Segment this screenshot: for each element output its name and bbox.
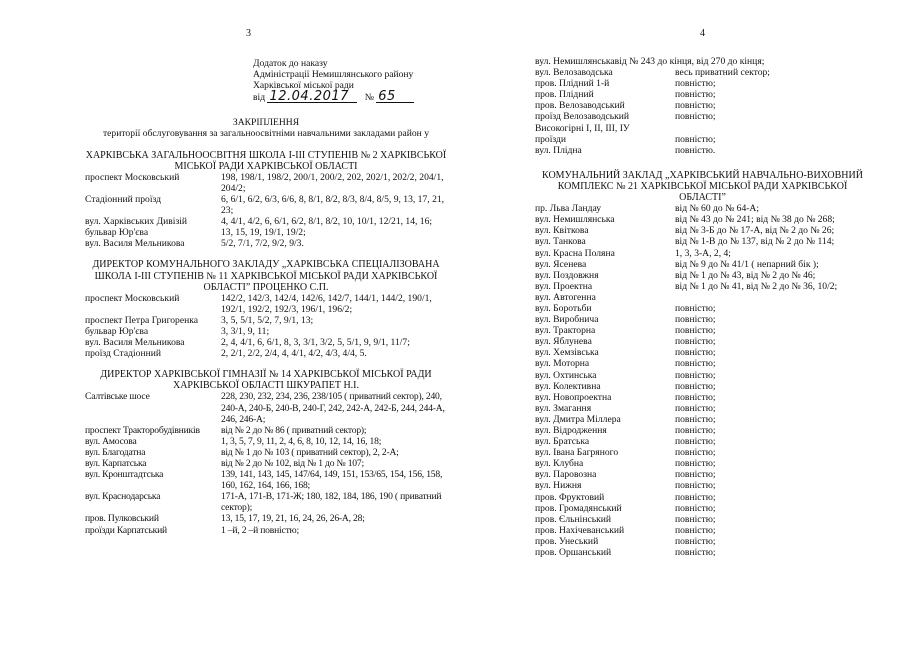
house-numbers: повністю; [675, 100, 716, 112]
house-numbers: повністю; [675, 336, 716, 348]
street-name: вул. Автогенна [535, 291, 596, 303]
street-name: пров. Велозаводський [535, 100, 625, 112]
school-heading-11: ДИРЕКТОР КОМУНАЛЬНОГО ЗАКЛАДУ „ХАРКІВСЬКА СПЕЦІАЛІЗОВАНА ШКОЛА І-ІІІ СТУПЕНІВ № 11 ХАРКІВСЬКОЇ МІСЬКОЇ РАДИ ХАРКІВСЬКОЇ ОБЛАСТІ” ПРОЦЕНКО С.П. [92, 259, 440, 293]
house-numbers [675, 292, 870, 303]
table-row [85, 436, 447, 447]
house-numbers: повністю; [675, 302, 716, 314]
table-row [535, 270, 870, 281]
street-name: вул. Амосова [85, 435, 137, 447]
house-numbers: повністю; [675, 111, 716, 123]
street-name: вул. Красна Поляна [535, 247, 615, 259]
street-name: вул. Танкова [535, 236, 586, 248]
house-numbers: повністю; [675, 458, 716, 470]
table-row [85, 425, 447, 436]
table-row [535, 281, 870, 292]
table-row [535, 259, 870, 270]
house-numbers: 228, 230, 232, 234, 236, 238/105 ( приватний сектор), 240, 240-А, 240-Б, 240-В, 240-Г, 242, 242-А, 242-Б, 244, 244-А, 246, 246-А; [221, 391, 445, 425]
street-name: проспект Петра Григоренка [85, 314, 199, 326]
house-numbers: 171-А, 171-В, 171-Ж; 180, 182, 184, 186, 190 ( приватний сектор); [221, 491, 442, 514]
school-heading-21: КОМУНАЛЬНИЙ ЗАКЛАД „ХАРКІВСЬКИЙ НАВЧАЛЬНО-ВИХОВНИЙ КОМПЛЕКС № 21 ХАРКІВСЬКОЇ МІСЬКОЇ РАДИ ХАРКІВСЬКОЇ ОБЛАСТІ” [542, 169, 863, 204]
table-row [535, 56, 870, 67]
table-row [535, 123, 870, 134]
house-numbers: від № 1 до № 43, від № 2 до № 46; [675, 269, 816, 281]
table-row [535, 111, 870, 122]
table-row [535, 292, 870, 303]
house-numbers: 2, 4, 4/1, 6, 6/1, 8, 3, 3/1, 3/2, 5, 5/1, 9, 9/1, 11/7; [221, 337, 410, 349]
page-number-left: 3 [246, 28, 251, 39]
street-name: вул. Моторна [535, 358, 590, 370]
table-row [85, 391, 447, 424]
house-numbers: від № 1-В до № 137, від № 2 до № 114; [675, 236, 835, 248]
school-21-rows [535, 203, 870, 558]
table-row [535, 358, 870, 369]
table-row [535, 480, 870, 491]
street-name: бульвар Юр'єва [85, 227, 149, 239]
table-row [535, 381, 870, 392]
street-name: вул. Краснодарська [85, 491, 161, 503]
house-numbers: повністю; [675, 425, 716, 436]
street-name: Стадіонний проїзд [85, 193, 162, 205]
street-name: вул. Яблунева [535, 336, 592, 348]
table-row [85, 172, 447, 194]
street-name: проспект Тракторобудівників [85, 424, 200, 436]
table-row [535, 236, 870, 247]
house-numbers: 5/2, 7/1, 7/2, 9/2, 9/3. [221, 238, 304, 250]
table-row [85, 491, 447, 513]
house-numbers: повністю; [675, 325, 716, 337]
table-row [85, 348, 447, 359]
house-numbers: повністю; [675, 89, 716, 101]
school-11-rows [85, 293, 447, 360]
street-name: вул. Колективна [535, 380, 601, 392]
house-numbers: повністю; [675, 78, 716, 90]
appendix-block [253, 58, 453, 103]
table-row [85, 525, 447, 536]
table-row [535, 134, 870, 145]
house-numbers: повністю; [675, 314, 716, 326]
street-name: вул. Немишлянська [535, 214, 615, 226]
house-numbers: повністю; [675, 535, 716, 547]
table-row [85, 469, 447, 491]
table-row [535, 536, 870, 547]
table-row [535, 525, 870, 536]
table-row [85, 227, 447, 238]
street-name: вул. Василя Мельникова [85, 337, 185, 349]
street-name: вул. Тракторна [535, 325, 596, 337]
school-2-rows [85, 172, 447, 250]
house-numbers: 6, 6/1, 6/2, 6/3, 6/6, 8, 8/1, 8/2, 8/3, 8/4, 8/5, 9, 13, 17, 21, 23; [221, 193, 445, 217]
street-name: вул. Кронштадтська [85, 469, 164, 481]
house-numbers: повністю; [675, 347, 716, 359]
house-numbers: 13, 15, 17, 19, 21, 16, 24, 26, 26-А, 28; [221, 513, 365, 525]
street-name: проспект Московський [85, 171, 180, 183]
house-numbers: повністю; [675, 480, 716, 492]
table-row [535, 347, 870, 358]
street-name: вул. Охтинська [535, 369, 597, 381]
table-row [85, 513, 447, 524]
table-row [85, 458, 447, 469]
table-row [535, 325, 870, 336]
table-row [535, 203, 870, 214]
street-name: вул. Проектна [535, 280, 593, 292]
date-prefix: від [253, 92, 266, 104]
house-numbers: повністю; [675, 491, 716, 503]
table-row [535, 447, 870, 458]
table-row [535, 145, 870, 156]
house-numbers: повністю; [675, 447, 716, 459]
page-number-right: 4 [700, 28, 705, 39]
street-name: вул. Василя Мельникова [85, 238, 185, 250]
handwritten-date: 12.04.2017 [267, 91, 357, 103]
street-name: пров. Плідний 1-й [535, 78, 610, 90]
street-name: вул. Відродження [535, 425, 607, 436]
street-name: вул. Івана Багряного [535, 447, 619, 459]
house-numbers: 1, 3, 5, 7, 9, 11, 2, 4, 6, 8, 10, 12, 14, 16, 18; [221, 435, 382, 447]
appendix-date-line [253, 91, 453, 103]
table-row [535, 392, 870, 403]
street-name: вул. Квіткова [535, 225, 589, 237]
street-name: вул. Боротьби [535, 302, 592, 314]
house-numbers: 139, 141, 143, 145, 147/64, 149, 151, 153/65, 154, 156, 158, 160, 162, 164, 166, 168; [221, 469, 443, 492]
table-row [535, 436, 870, 447]
street-name: вул. Поздовжня [535, 269, 599, 281]
table-row [535, 547, 870, 558]
street-name: Високогірні І, ІІ, ІІІ, IУ [535, 122, 630, 134]
number-prefix: № [364, 92, 374, 104]
table-row [535, 78, 870, 89]
house-numbers: 3, 3/1, 9, 11; [221, 325, 270, 337]
street-name: вул. Карпатська [85, 458, 147, 469]
table-row [535, 425, 870, 436]
house-numbers: 142/2, 142/3, 142/4, 142/6, 142/7, 144/1, 144/2, 190/1, 192/1, 192/2, 192/3, 196/1, 196/2; [221, 292, 432, 315]
appendix-line-1: Додаток до наказу [253, 58, 328, 69]
house-numbers: повністю; [675, 524, 716, 536]
table-row [85, 326, 447, 337]
appendix-line-3: Харківської міської ради [253, 80, 354, 92]
continuation-rows [535, 56, 870, 156]
table-row [535, 225, 870, 236]
table-row [85, 293, 447, 315]
document-subtitle: території обслуговування за загальноосвітніми навчальними закладами район у [102, 128, 430, 140]
street-name: вул. Харківських Дивізій [85, 216, 188, 228]
street-name: проїзд Велозаводський [535, 111, 630, 123]
house-numbers: повністю; [675, 133, 716, 145]
table-row [535, 492, 870, 503]
street-name: пров. Нахічеванський [535, 524, 625, 536]
street-name: вул. Виробнича [535, 314, 599, 326]
house-numbers: від № 60 до № 64-А; [675, 203, 760, 215]
house-numbers: від № 2 до № 102, від № 1 до № 107; [221, 458, 364, 469]
table-row [535, 89, 870, 100]
street-name: вул. Змагання [535, 402, 592, 414]
street-name: проспект Московський [85, 292, 180, 304]
handwritten-number: 65 [376, 91, 414, 103]
table-row [535, 469, 870, 480]
school-heading-14: ДИРЕКТОР ХАРКІВСЬКОЇ ГІМНАЗІЇ № 14 ХАРКІВСЬКОЇ МІСЬКОЇ РАДИ ХАРКІВСЬКОЇ ОБЛАСТІ ШКУРАПЕТ Н.І. [100, 369, 432, 392]
left-page [85, 58, 447, 536]
street-name: пр. Льва Ландау [535, 203, 602, 215]
street-name: вул. Ясенева [535, 258, 587, 270]
house-numbers: повністю; [675, 413, 716, 425]
table-row [85, 337, 447, 348]
school-14-rows [85, 391, 447, 535]
house-numbers: від № 2 до № 86 ( приватний сектор); [221, 424, 367, 436]
street-name: вул. Паровозна [535, 469, 597, 481]
table-row [535, 370, 870, 381]
house-numbers: 3, 5, 5/1, 5/2, 7, 9/1, 13; [221, 314, 314, 326]
table-row [85, 315, 447, 326]
table-row [85, 216, 447, 227]
street-name: вул. Немишлянськавід № 243 до кінця, від 270 до кінця; [535, 56, 765, 67]
house-numbers: від № 43 до № 241; від № 38 до № 268; [675, 214, 835, 226]
document-title: ЗАКРІПЛЕННЯ [232, 117, 300, 129]
house-numbers: повністю; [675, 358, 716, 370]
street-name: пров. Плідний [535, 89, 594, 101]
house-numbers: повністю; [675, 469, 716, 481]
house-numbers: від № 3-Б до № 17-А, від № 2 до № 26; [675, 225, 835, 237]
right-page [535, 56, 870, 558]
house-numbers: 1 –й, 2 –й повністю; [221, 524, 299, 536]
street-name: пров. Оршанський [535, 547, 612, 559]
house-numbers: від № 9 до № 41/1 ( непарний бік ); [675, 258, 819, 270]
appendix-line-2: Адміністрації Немишлянського району [253, 69, 414, 81]
house-numbers: 2, 2/1, 2/2, 2/4, 4, 4/1, 4/2, 4/3, 4/4, 5. [221, 348, 367, 360]
street-name: вул. Братська [535, 436, 590, 448]
street-name: проїзд Стадіонний [85, 348, 162, 360]
street-name: проїзди [535, 133, 567, 145]
street-name: проїзди Карпатський [85, 524, 167, 536]
house-numbers: від № 1 до № 103 ( приватний сектор), 2, 2-А; [221, 446, 399, 458]
house-numbers: 1, 3, 3-А, 2, 4; [675, 247, 731, 259]
house-numbers: повністю; [675, 369, 716, 381]
house-numbers: повністю; [675, 502, 716, 514]
house-numbers: повністю; [675, 513, 716, 525]
table-row [535, 248, 870, 259]
street-name: вул. Хемзівська [535, 347, 599, 359]
street-name: вул. Плідна [535, 144, 582, 156]
street-name: бульвар Юр'єва [85, 325, 149, 337]
table-row [535, 67, 870, 78]
table-row [535, 336, 870, 347]
table-row [535, 403, 870, 414]
street-name: Салтівське шосе [85, 391, 150, 403]
house-numbers: повністю; [675, 380, 716, 392]
street-name: вул. Новопроектна [535, 391, 612, 403]
table-row [535, 458, 870, 469]
street-name: вул. Клубна [535, 458, 584, 470]
house-numbers: повністю; [675, 391, 716, 403]
house-numbers: від № 1 до № 41, від № 2 до № 36, 10/2; [675, 280, 838, 292]
house-numbers: повністю; [675, 547, 716, 559]
house-numbers: весь приватний сектор; [675, 67, 770, 79]
house-numbers: 13, 15, 19, 19/1, 19/2; [221, 227, 306, 239]
street-name: вул. Дмитра Міллера [535, 413, 621, 425]
street-name: вул. Благодатна [85, 446, 146, 458]
house-numbers [675, 56, 870, 67]
street-name: пров. Єльнінський [535, 513, 612, 525]
table-row [535, 514, 870, 525]
table-row [535, 314, 870, 325]
street-name: вул. Нижня [535, 480, 582, 492]
table-row [535, 503, 870, 514]
house-numbers: 4, 4/1, 4/2, 6, 6/1, 6/2, 8/1, 8/2, 10, 10/1, 12/21, 14, 16; [221, 216, 433, 228]
street-name: пров. Фруктовий [535, 491, 605, 503]
table-row [85, 238, 447, 249]
street-name: вул. Велозаводська [535, 67, 613, 79]
street-name: пров. Унеський [535, 535, 599, 547]
table-row [85, 194, 447, 216]
street-name: пров. Пулковський [85, 513, 159, 525]
table-row [535, 303, 870, 314]
house-numbers: повністю. [675, 144, 716, 156]
table-row [85, 447, 447, 458]
house-numbers: повністю; [675, 436, 716, 448]
table-row [535, 414, 870, 425]
table-row [535, 100, 870, 111]
school-heading-2: ХАРКІВСЬКА ЗАГАЛЬНООСВІТНЯ ШКОЛА І-ІІІ СТУПЕНІВ № 2 ХАРКІВСЬКОЇ МІСЬКОЇ РАДИ ХАРКІВСЬКОЇ ОБЛАСТІ [85, 149, 447, 172]
house-numbers: 198, 198/1, 198/2, 200/1, 200/2, 202, 202/1, 202/2, 204/1, 204/2; [221, 171, 444, 194]
street-name: пров. Громадянський [535, 502, 622, 514]
house-numbers [675, 123, 870, 134]
house-numbers: повністю; [675, 402, 716, 414]
table-row [535, 214, 870, 225]
